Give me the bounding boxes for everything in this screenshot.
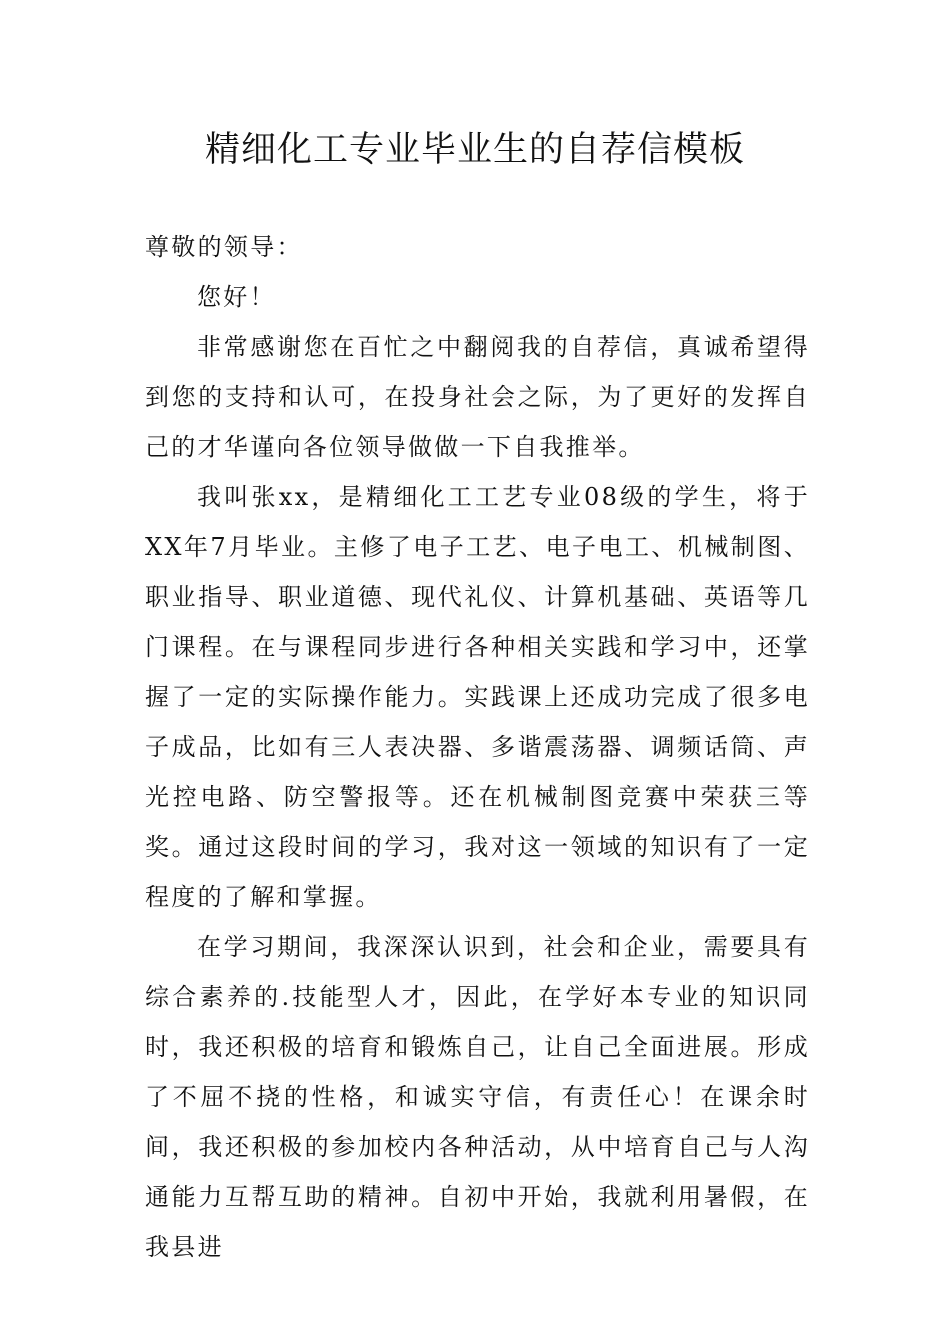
salutation: 尊敬的领导： <box>145 233 303 261</box>
paragraph-activities: 在学习期间，我深深认识到，社会和企业，需要具有综合素养的.技能型人才，因此，在学好本专业的知识同时，我还积极的培育和锻炼自己，让自己全面进展。形成了不屈不挠的性格，和诚实守信，有责任心！在课余时间，我还积极的参加校内各种活动，从中培育自己与人沟通能力互帮互助的精神。自初中开始，我就利用暑假，在我县进 <box>145 933 810 1261</box>
paragraph-intro: 非常感谢您在百忙之中翻阅我的自荐信，真诚希望得到您的支持和认可，在投身社会之际，为了更好的发挥自己的才华谨向各位领导做做一下自我推举。 <box>145 333 810 461</box>
greeting: 您好！ <box>197 283 276 311</box>
letter-body <box>145 222 810 1272</box>
document-title: 精细化工专业毕业生的自荐信模板 <box>204 130 745 170</box>
paragraph-education: 我叫张xx，是精细化工工艺专业08级的学生，将于XX年7月毕业。主修了电子工艺、电子电工、机械制图、职业指导、职业道德、现代礼仪、计算机基础、英语等几门课程。在与课程同步进行各种相关实践和学习中，还掌握了一定的实际操作能力。实践课上还成功完成了很多电子成品，比如有三人表决器、多谐震荡器、调频话筒、声光控电路、防空警报等。还在机械制图竞赛中荣获三等奖。通过这段时间的学习，我对这一领域的知识有了一定程度的了解和掌握。 <box>145 483 810 911</box>
